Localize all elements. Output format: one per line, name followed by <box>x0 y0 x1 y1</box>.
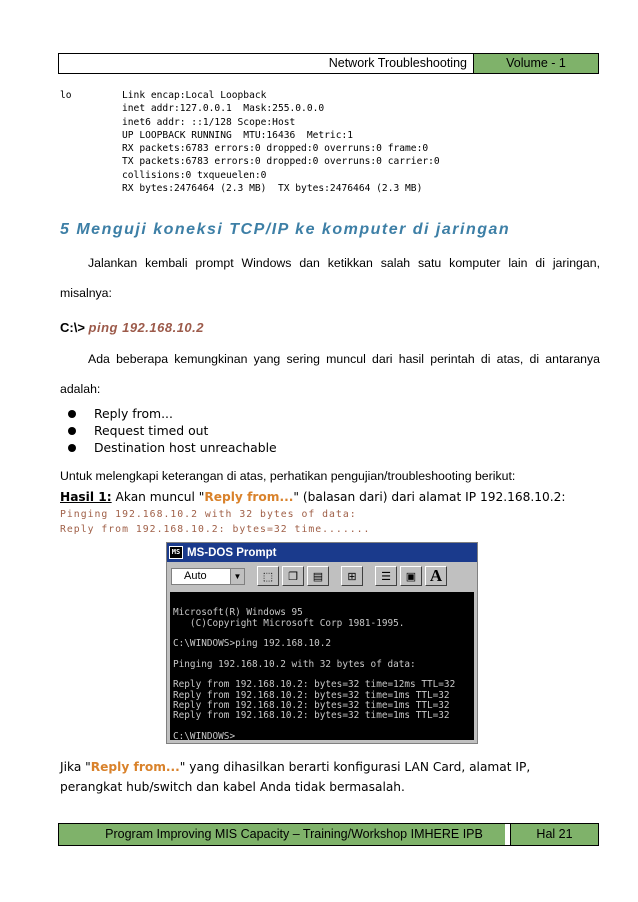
reply-highlight: Reply from... <box>204 490 294 504</box>
header-title: Network Troubleshooting <box>59 54 474 73</box>
conclusion-line-2: perangkat hub/switch dan kabel Anda tidak bermasalah. <box>60 780 405 794</box>
command-prompt: C:\> <box>60 320 85 335</box>
msdos-window <box>166 542 478 744</box>
interface-name: lo <box>60 90 72 101</box>
list-item: Request timed out <box>68 422 277 439</box>
ping-output-line: Reply from 192.168.10.2: bytes=32 time....... <box>60 524 371 535</box>
copy-icon[interactable]: ❐ <box>282 566 304 586</box>
ifconfig-line: Link encap:Local Loopback <box>122 90 267 101</box>
ifconfig-line: inet addr:127.0.0.1 Mask:255.0.0.0 <box>122 103 325 115</box>
ifconfig-line: collisions:0 txqueuelen:0 <box>122 169 267 181</box>
mark-icon[interactable]: ⬚ <box>257 566 279 586</box>
chevron-down-icon: ▼ <box>230 569 244 584</box>
footer-text: Program Improving MIS Capacity – Training/Workshop IMHERE IPB <box>59 824 510 845</box>
result-list <box>68 405 277 456</box>
paragraph-possibilities: Ada beberapa kemungkinan yang sering muncul dari hasil perintah di atas, di antaranya adalah: <box>60 352 600 396</box>
window-titlebar <box>167 543 477 562</box>
ifconfig-output <box>60 89 440 195</box>
window-toolbar <box>167 562 477 590</box>
ifconfig-line: RX bytes:2476464 (2.3 MB) TX bytes:2476464 (2.3 MB) <box>122 183 423 195</box>
bullet-icon <box>68 410 76 418</box>
ping-command <box>60 320 204 335</box>
conclusion-line: Jika "Reply from..." yang dihasilkan berarti konfigurasi LAN Card, alamat IP, <box>60 760 531 774</box>
paragraph-intro: Jalankan kembali prompt Windows dan ketikkan salah satu komputer lain di jaringan, misalnya: <box>60 256 600 300</box>
command-argument: ping 192.168.10.2 <box>88 320 204 335</box>
ifconfig-line: RX packets:6783 errors:0 dropped:0 overruns:0 frame:0 <box>122 143 429 155</box>
properties-icon[interactable]: ☰ <box>375 566 397 586</box>
list-item: Reply from... <box>68 405 277 422</box>
window-title: MS-DOS Prompt <box>187 546 277 559</box>
ifconfig-line: TX packets:6783 errors:0 dropped:0 overruns:0 carrier:0 <box>122 156 440 168</box>
background-icon[interactable]: ▣ <box>400 566 422 586</box>
page-footer <box>58 823 599 846</box>
paste-icon[interactable]: ▤ <box>307 566 329 586</box>
page-header <box>58 53 599 74</box>
hasil-1-line: Hasil 1: Akan muncul "Reply from..." (balasan dari) dari alamat IP 192.168.10.2: <box>60 490 566 504</box>
ping-output-line: Pinging 192.168.10.2 with 32 bytes of data: <box>60 509 357 520</box>
page-number: Hal 21 <box>510 824 598 845</box>
dos-console: Microsoft(R) Windows 95 (C)Copyright Microsoft Corp 1981-1995. C:\WINDOWS>ping 192.168.10.2 Pinging 192.168.10.2 with 32 bytes of data: Reply from 192.168.10.2: bytes=32 time=12ms TTL=32 Reply from 192.168.10.2: bytes=32 time=1ms TTL=32 Reply from 192.168.10.2: bytes=32 time=1ms TTL=32 Reply from 192.168.10.2: bytes=32 time=1ms TTL=32 C:\WINDOWS> <box>170 592 474 740</box>
bullet-icon <box>68 444 76 452</box>
header-volume: Volume - 1 <box>474 54 598 73</box>
troubleshooting-intro: Untuk melengkapi keterangan di atas, perhatikan pengujian/troubleshooting berikut: <box>60 469 516 483</box>
hasil-1-label: Hasil 1: <box>60 490 112 504</box>
section-title: 5 Menguji koneksi TCP/IP ke komputer di jaringan <box>60 221 511 238</box>
font-size-select[interactable]: Auto ▼ <box>171 568 245 585</box>
bullet-icon <box>68 427 76 435</box>
ifconfig-line: UP LOOPBACK RUNNING MTU:16436 Metric:1 <box>122 129 354 141</box>
ifconfig-line: inet6 addr: ::1/128 Scope:Host <box>122 116 296 128</box>
msdos-icon: MS <box>169 546 183 559</box>
font-icon[interactable]: A <box>425 566 447 586</box>
fullscreen-icon[interactable]: ⊞ <box>341 566 363 586</box>
list-item: Destination host unreachable <box>68 439 277 456</box>
reply-highlight: Reply from... <box>90 760 180 774</box>
